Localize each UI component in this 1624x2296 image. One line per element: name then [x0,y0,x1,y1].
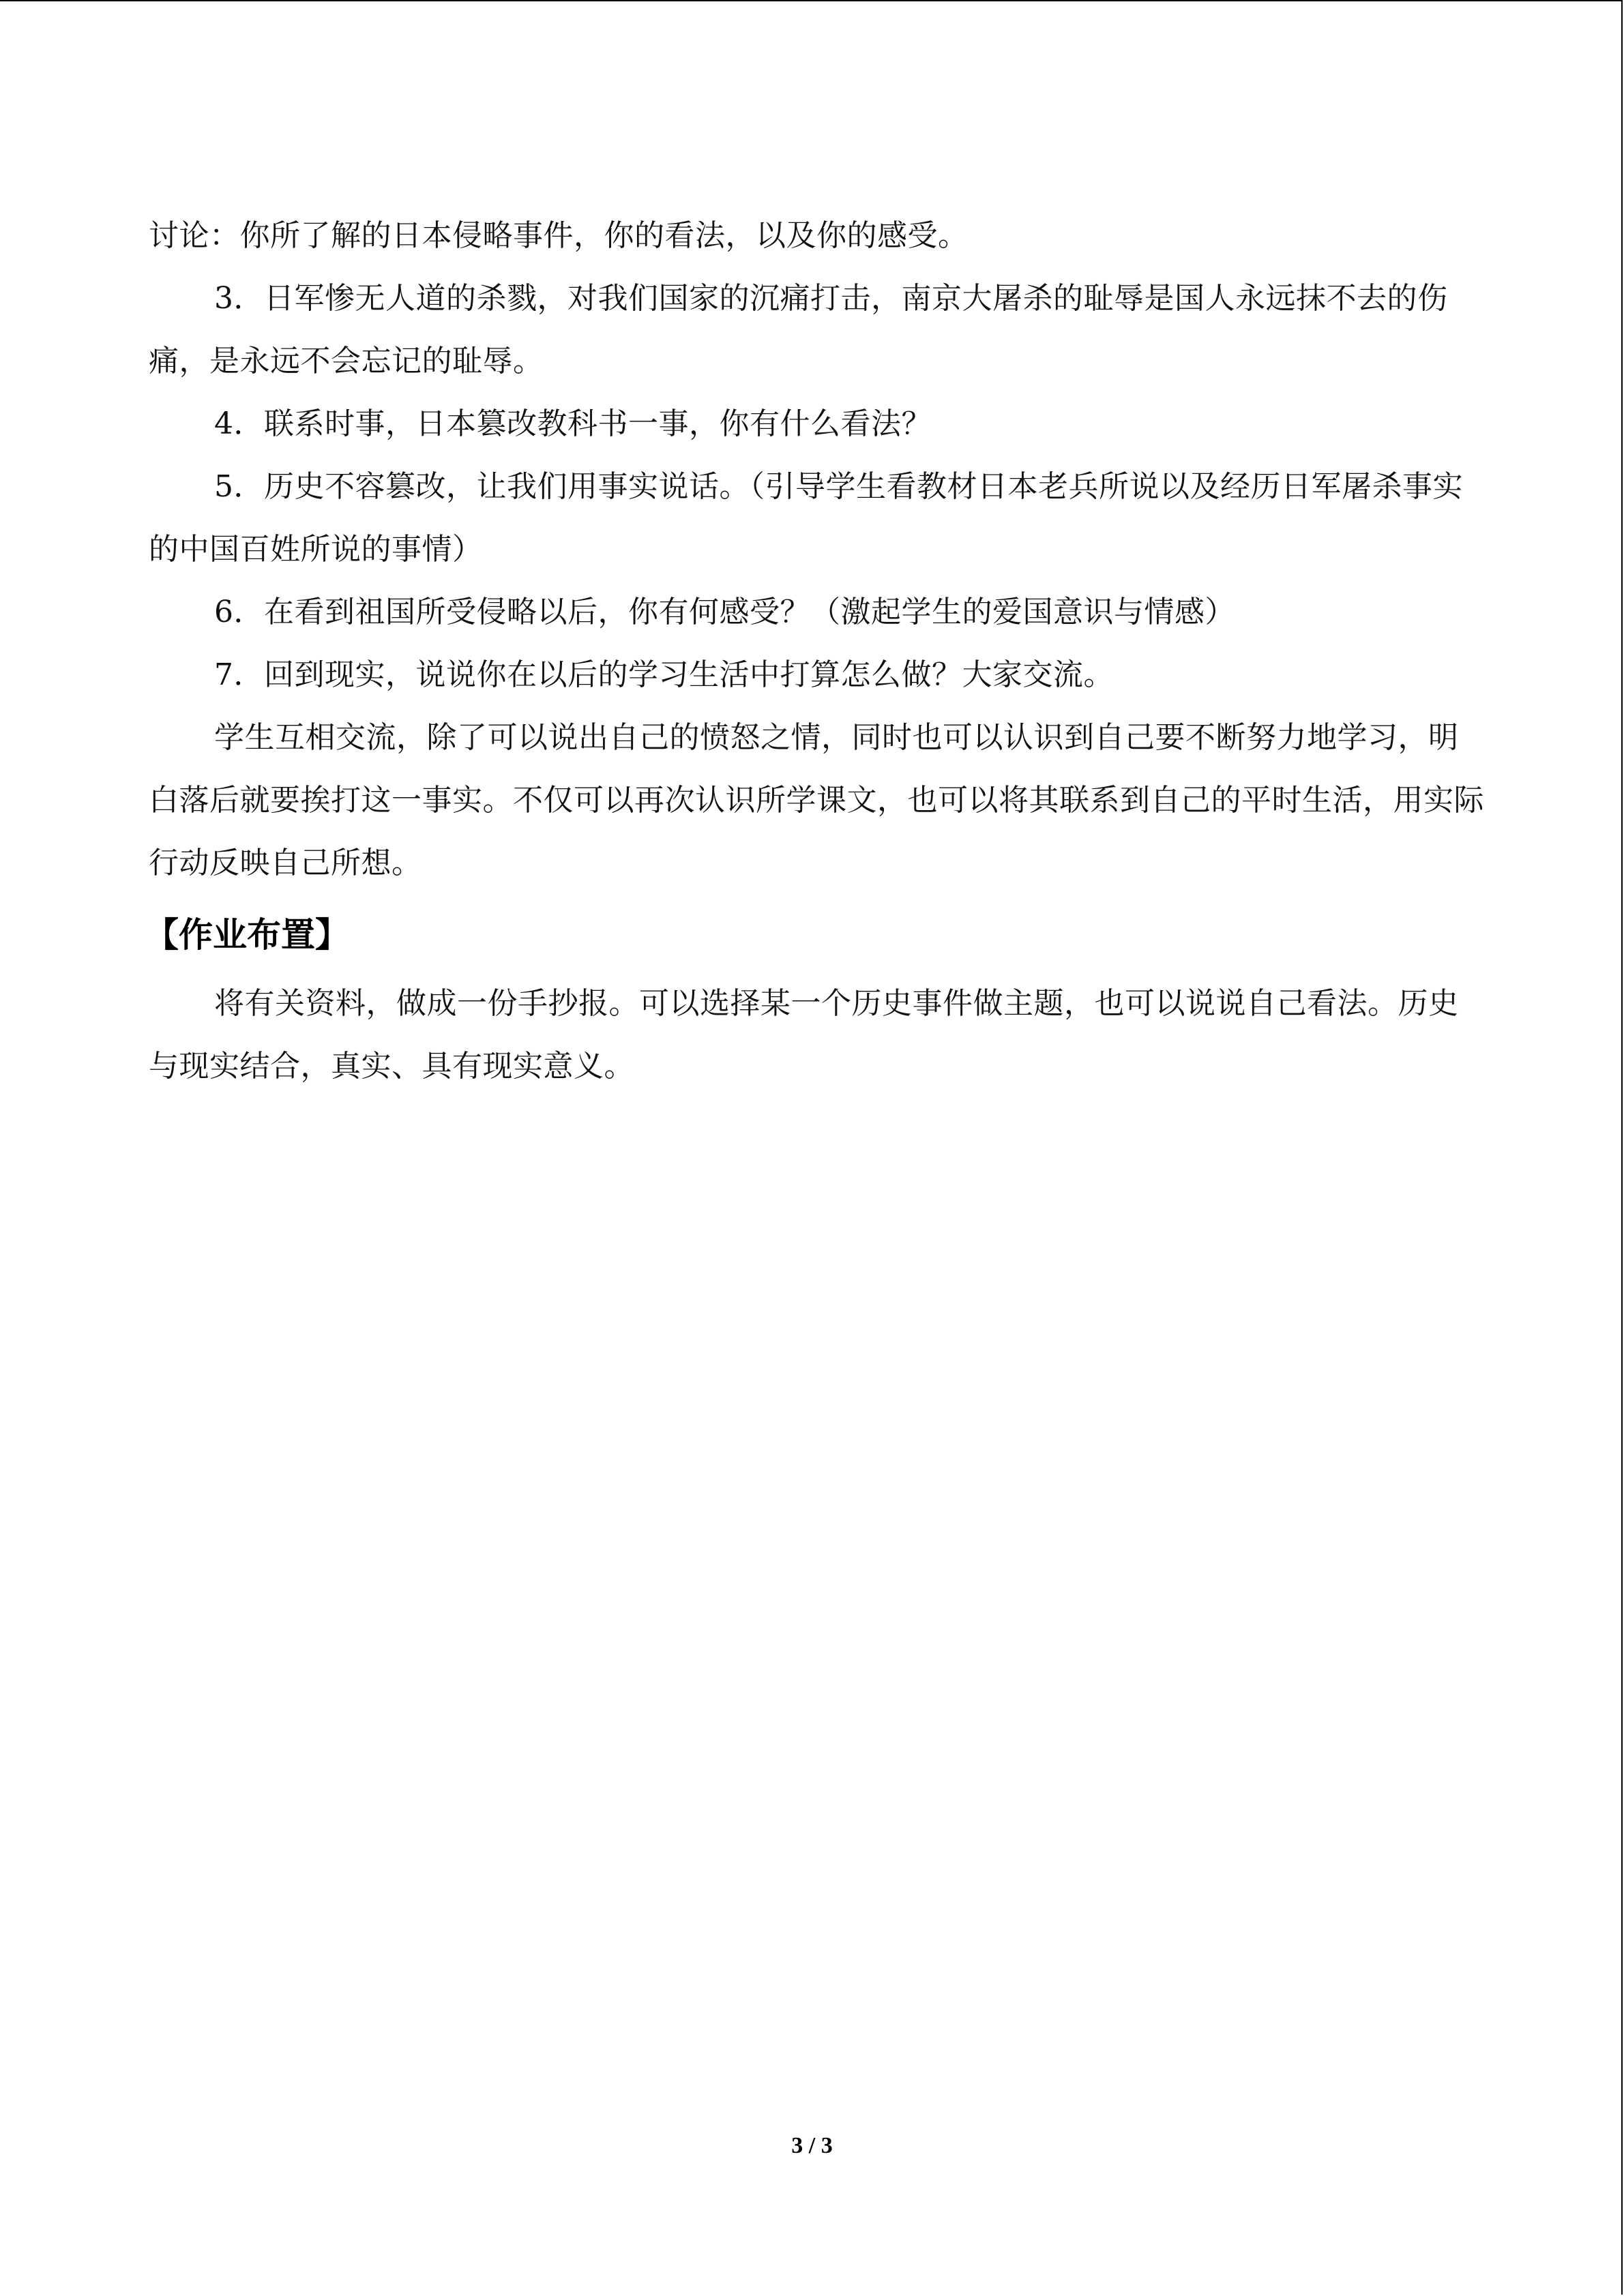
paragraph-item-7: 7．回到现实，说说你在以后的学习生活中打算怎么做？大家交流。 [214,657,1114,692]
section-heading-homework: 【作业布置】 [145,915,349,955]
paragraph-summary: 学生互相交流，除了可以说出自己的愤怒之情，同时也可以认识到自己要不断努力地学习，明白落后就要挨打这一事实。不仅可以再次认识所学课文，也可以将其联系到自己的平时生活，用实际行动反映自己所想。 [149,720,1484,880]
paragraph-item-3: 3．日军惨无人道的杀戮，对我们国家的沉痛打击，南京大屠杀的耻辱是国人永远抹不去的伤痛，是永远不会忘记的耻辱。 [149,281,1448,378]
paragraph-discussion: 讨论：你所了解的日本侵略事件，你的看法，以及你的感受。 [149,218,969,253]
paragraph-item-5: 5．历史不容篡改，让我们用事实说话。（引导学生看教材日本老兵所说以及经历日军屠杀事实的中国百姓所说的事情） [149,469,1463,567]
paragraph-item-6: 6．在看到祖国所受侵略以后，你有何感受？（激起学生的爱国意识与情感） [214,595,1235,629]
paragraph-item-4: 4．联系时事，日本篡改教科书一事，你有什么看法？ [214,406,932,441]
page-number: 3 / 3 [791,2133,833,2158]
paragraph-homework: 将有关资料，做成一份手抄报。可以选择某一个历史事件做主题，也可以说说自己看法。历史与现实结合，真实、具有现实意义。 [149,986,1459,1084]
document-body [145,205,1486,1098]
